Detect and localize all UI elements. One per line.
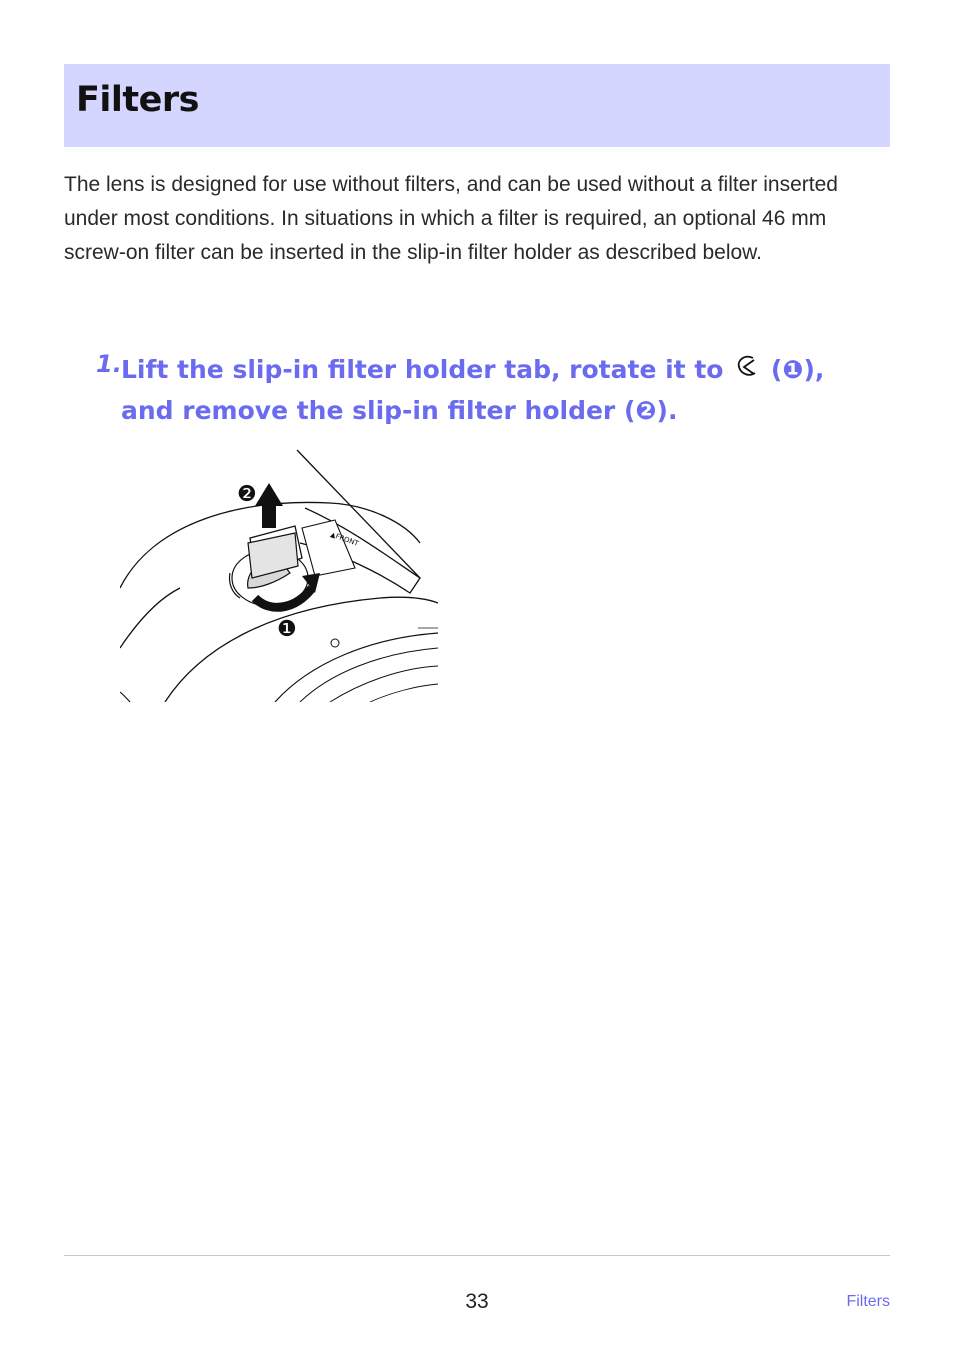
page-number: 33: [465, 1290, 489, 1313]
unlock-rotate-symbol-icon: [734, 352, 760, 391]
page-title: Filters: [76, 80, 199, 120]
title-bar: [64, 64, 890, 147]
lens-filter-holder-illustration: [120, 448, 440, 702]
step-text-part-2: (❶), and remove the slip-in filter holder (❷).: [121, 355, 825, 425]
step-number: 1.: [96, 350, 122, 378]
callout-1: ❶: [277, 617, 297, 642]
front-marking: ▲FRONT: [329, 530, 360, 548]
footer-divider: [64, 1255, 890, 1256]
step-instruction: [121, 350, 881, 430]
callout-2: ❷: [237, 482, 257, 507]
intro-paragraph: The lens is designed for use without filters, and can be used without a filter inserted under most conditions. In situations in which a filter is required, an optional 46 mm screw-on filter can be inserted in the slip-in filter holder as described below.: [64, 173, 838, 264]
footer-section-link[interactable]: Filters: [846, 1293, 890, 1310]
step-text-part-1: Lift the slip-in filter holder tab, rotate it to: [121, 355, 724, 384]
